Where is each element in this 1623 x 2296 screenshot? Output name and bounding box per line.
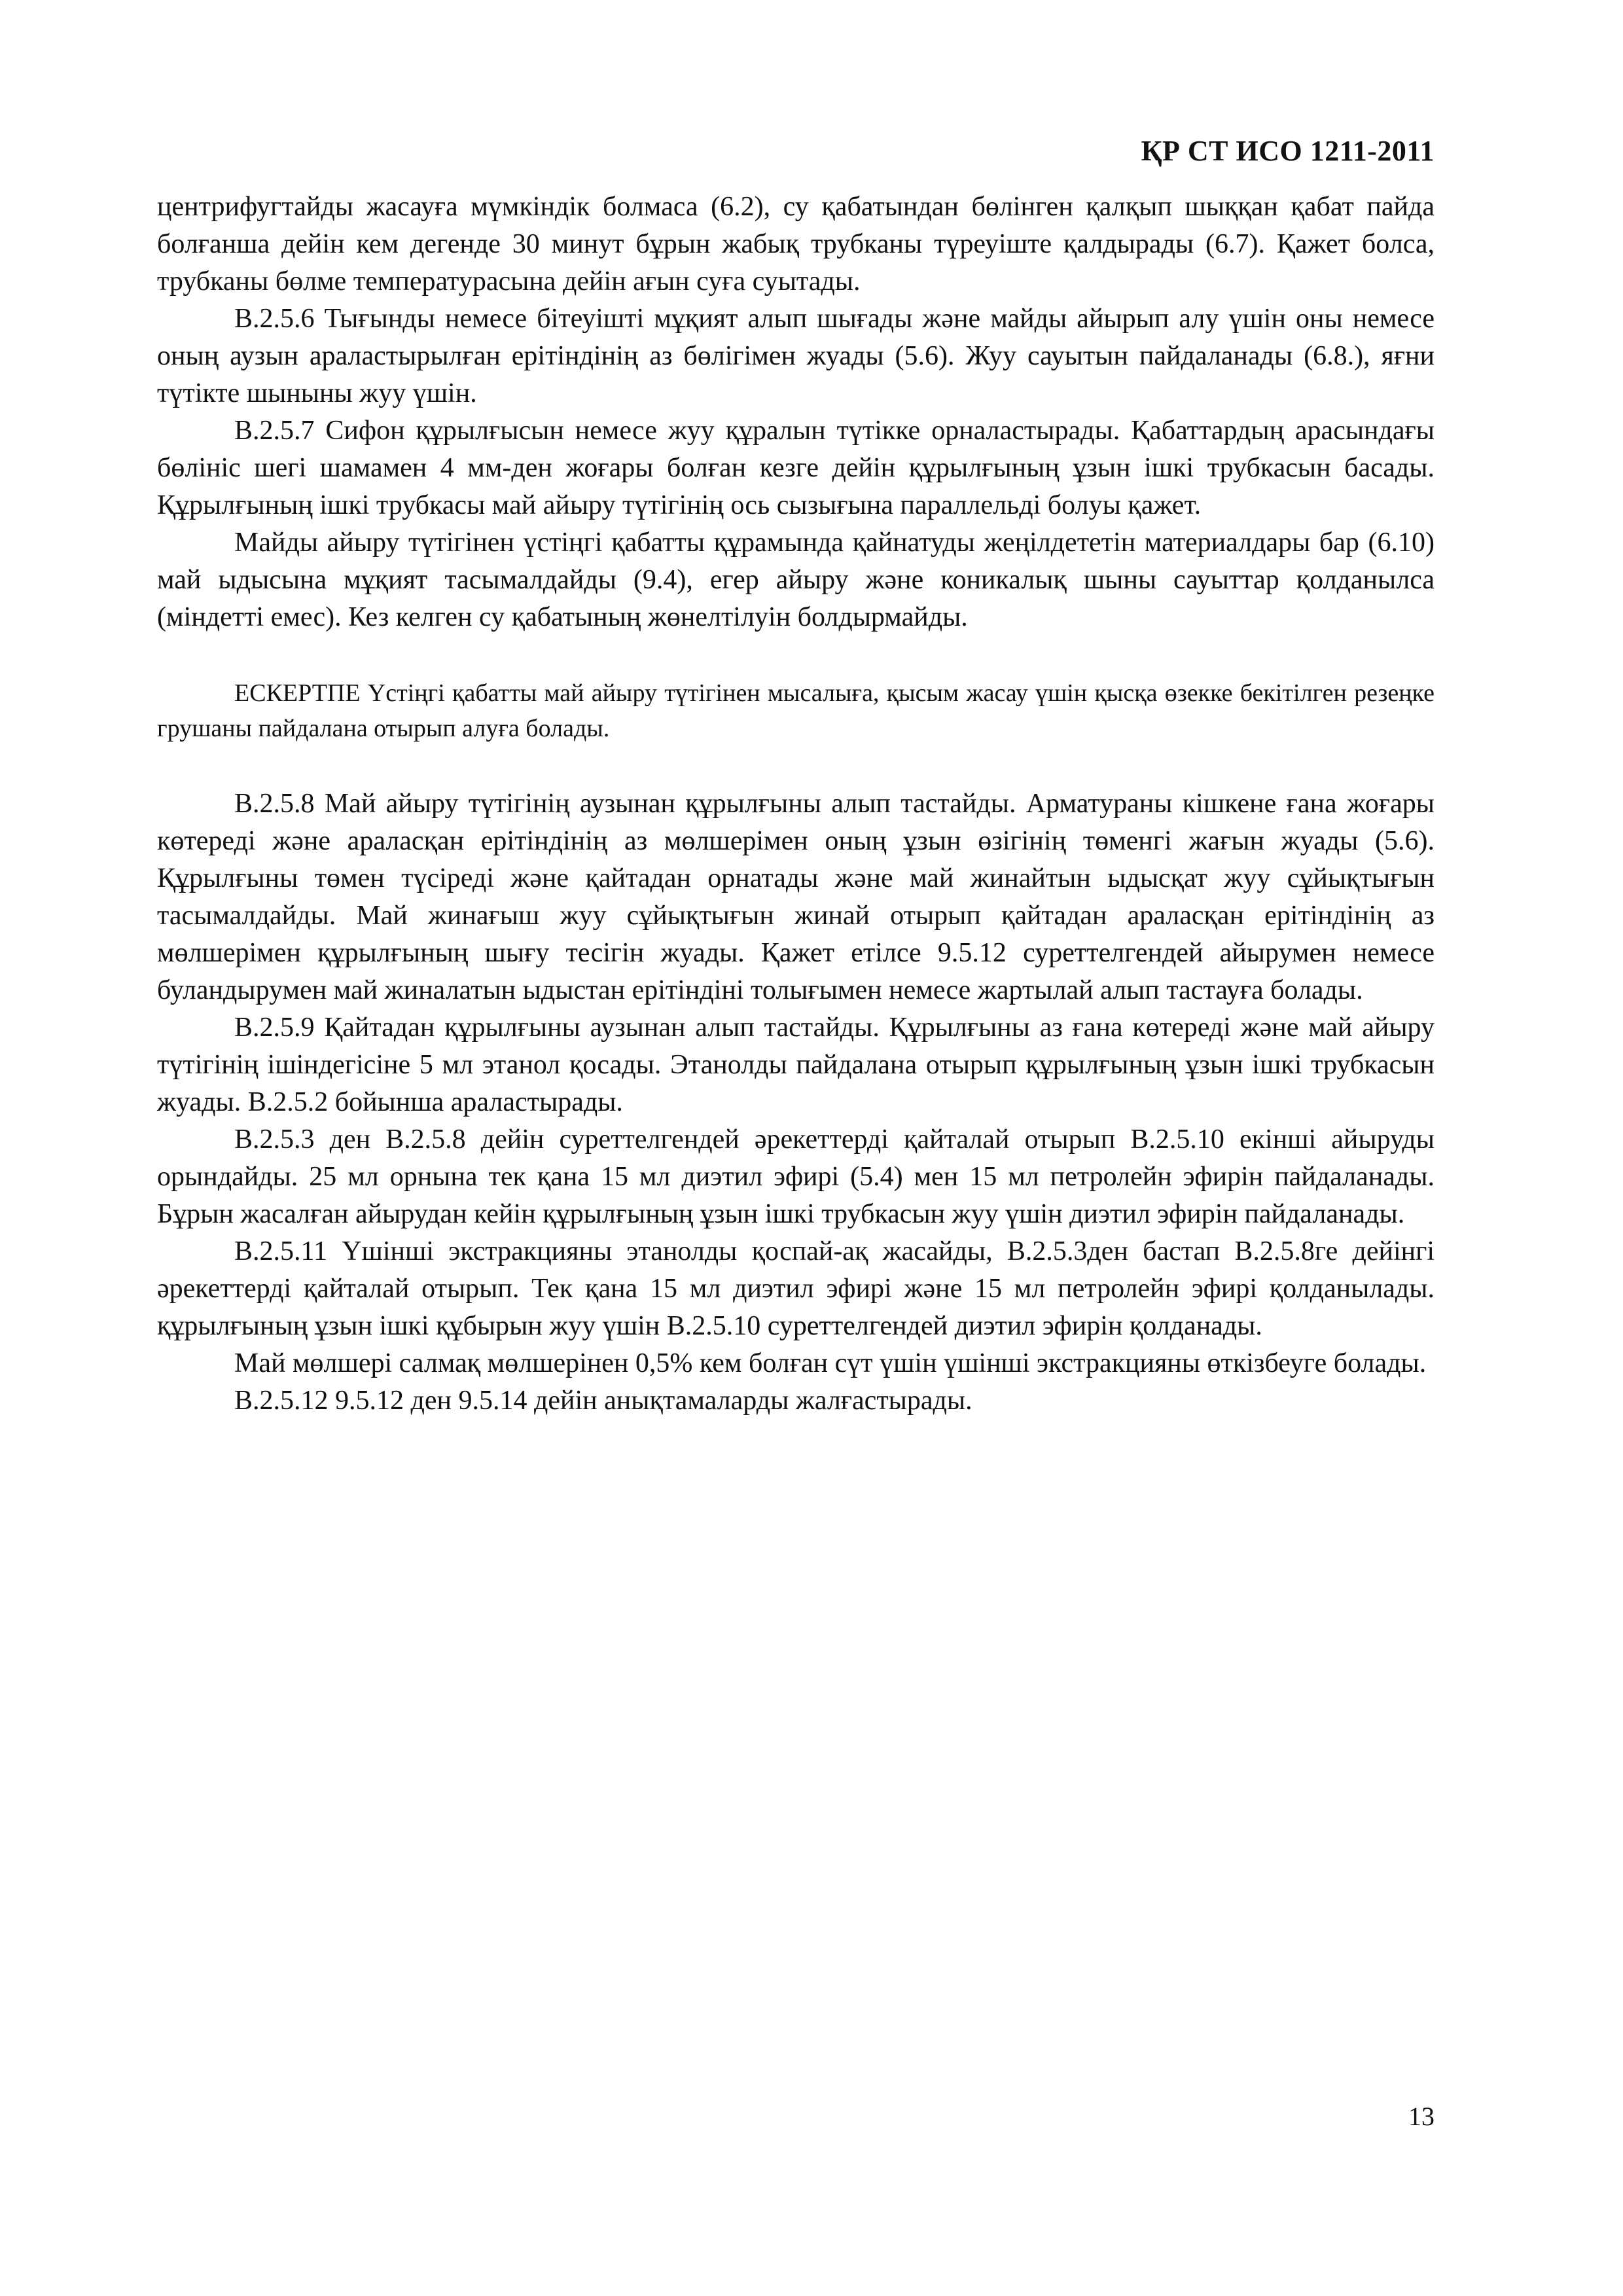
- paragraph-second-extraction: В.2.5.3 ден В.2.5.8 дейін суреттелгендей әрекеттерді қайталай отырып В.2.5.10 екінші айыруды орындайды. 25 мл орнына тек қана 15 мл диэтил эфирі (5.4) мен 15 мл петролейн эфирін пайдаланады. Бұрын жасалған айырудан кейін құрылғының ұзын ішкі трубкасын жуу үшін диэтил эфирін пайдаланады.: [157, 1124, 1435, 1229]
- paragraph-b257: В.2.5.7 Сифон құрылғысын немесе жуу құралын түтікке орналастырады. Қабаттардың арасындағы бөлініс шегі шамамен 4 мм-ден жоғары болған кезге дейін құрылғының ұзын ішкі трубкасын басады. Құрылғының ішкі трубкасы май айыру түтігінің ось сызығына параллельді болуы қажет.: [157, 416, 1435, 520]
- paragraph-b2512: В.2.5.12 9.5.12 ден 9.5.14 дейін анықтамаларды жалғастырады.: [234, 1386, 972, 1416]
- paragraph-continuation: центрифугтайды жасауға мүмкіндік болмаса (6.2), су қабатындан бөлінген қалқып шыққан қабат пайда болғанша дейін кем дегенде 30 минут бұрын жабық трубканы түреуіште қалдырады (6.7). Қажет болса, трубканы бөлме температурасына дейін ағын суға суытады.: [157, 192, 1435, 296]
- document-body: [157, 188, 1435, 1420]
- paragraph-b259: В.2.5.9 Қайтадан құрылғыны аузынан алып тастайды. Құрылғыны аз ғана көтереді және май айыру түтігінің ішіндегісіне 5 мл этанол қосады. Этанолды пайдалана отырып құрылғының ұзын ішкі трубкасын жуады. В.2.5.2 бойынша араластырады.: [157, 1013, 1435, 1117]
- standard-code-header: ҚР СТ ИСО 1211-2011: [1141, 135, 1435, 167]
- page-number: 13: [1408, 2102, 1435, 2131]
- note-paragraph: ЕСКЕРТПЕ Үстіңгі қабатты май айыру түтігінен мысалыға, қысым жасау үшін қысқа өзекке бекітілген резеңке грушаны пайдалана отырып алуға болады.: [157, 679, 1435, 742]
- paragraph-skip-third-extraction: Май мөлшері салмақ мөлшерінен 0,5% кем болған сүт үшін үшінші экстракцияны өткізбеуге болады.: [234, 1348, 1427, 1378]
- paragraph-b2511: В.2.5.11 Үшінші экстракцияны этанолды қоспай-ақ жасайды, В.2.5.3ден бастап В.2.5.8ге дейінгі әрекеттерді қайталай отырып. Тек қана 15 мл диэтил эфирі және 15 мл петролейн эфирі қолданылады. құрылғының ұзын ішкі құбырын жуу үшін В.2.5.10 суреттелгендей диэтил эфирін қолданады.: [157, 1236, 1435, 1341]
- paragraph-b256: В.2.5.6 Тығынды немесе бітеуішті мұқият алып шығады және майды айырып алу үшін оны немесе оның аузын араластырылған ерітіндінің аз бөлігімен жуады (5.6). Жуу сауытын пайдаланады (6.8.), яғни түтікте шыныны жуу үшін.: [157, 304, 1435, 408]
- paragraph-b258: В.2.5.8 Май айыру түтігінің аузынан құрылғыны алып тастайды. Арматураны кішкене ғана жоғары көтереді және араласқан ерітіндінің аз мөлшерімен оның ұзын өзігінің төменгі жағын жуады (5.6). Құрылғыны төмен түсіреді және қайтадан орнатады және май жинайтын ыдысқат жуу сұйықтығын тасымалдайды. Май жинағыш жуу сұйықтығын жинай отырып қайтадан араласқан ерітіндінің аз мөлшерімен құрылғының шығу тесігін жуады. Қажет етілсе 9.5.12 суреттелгендей айырумен немесе буландырумен май жиналатын ыдыстан ерітіндіні толығымен немесе жартылай алып тастауға болады.: [157, 789, 1435, 1005]
- paragraph-fat-transfer: Майды айыру түтігінен үстіңгі қабатты құрамында қайнатуды жеңілдететін материалдары бар (6.10) май ыдысына мұқият тасымалдайды (9.4), егер айыру және коникалық шыны сауыттар қолданылса (міндетті емес). Кез келген су қабатының жөнелтілуін болдырмайды.: [157, 528, 1435, 632]
